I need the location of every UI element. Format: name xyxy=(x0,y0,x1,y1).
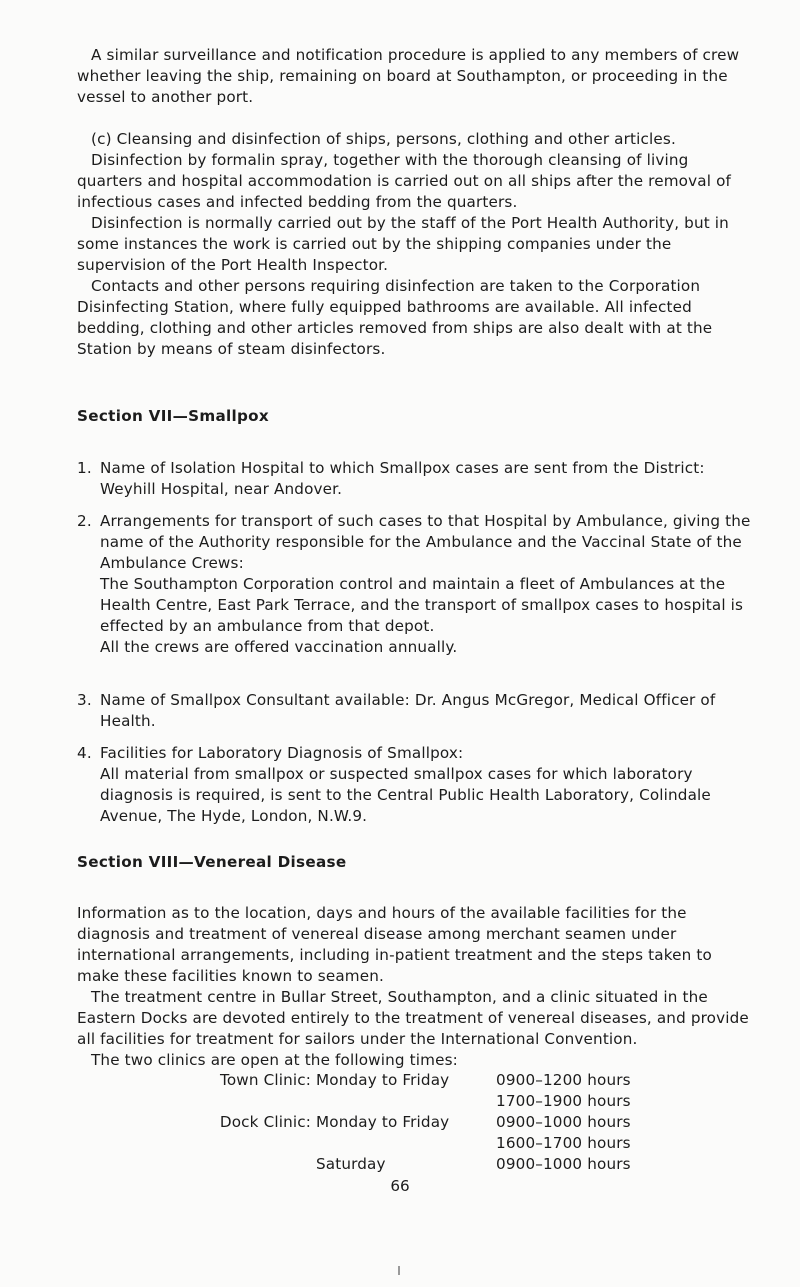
clinic-days: Monday to Friday xyxy=(316,1113,450,1131)
table-row xyxy=(0,1091,800,1112)
clinic-hours: 0900–1000 hours xyxy=(496,1155,631,1173)
section-7-item-2 xyxy=(77,511,753,658)
section-7-item-3 xyxy=(77,690,753,732)
scan-mark xyxy=(398,1266,400,1275)
intro-paragraph-1: A similar surveillance and notification procedure is applied to any members of crew whether leaving the ship, remaining on board at Southampton, or proceeding in the vessel to another port. xyxy=(77,46,740,106)
item-text: Name of Smallpox Consultant available: Dr. Angus McGregor, Medical Officer of Health. xyxy=(100,691,716,730)
item-text: The Southampton Corporation control and maintain a fleet of Ambulances at the Health Centre, East Park Terrace, and the transport of smallpox cases to hospital is effected by an ambulance from that depot. xyxy=(100,575,744,635)
table-row xyxy=(0,1112,800,1133)
table-row xyxy=(0,1133,800,1154)
section-7-heading: Section VII—Smallpox xyxy=(77,407,270,425)
clinic-times-table xyxy=(0,1070,800,1175)
clinic-hours: 0900–1000 hours xyxy=(496,1113,631,1131)
item-number: 2. xyxy=(77,512,92,530)
item-text: All material from smallpox or suspected smallpox cases for which laboratory diagnosis is required, is sent to the Central Public Health Laboratory, Colindale Avenue, The Hyde, London, N.W.9. xyxy=(100,765,711,825)
clinic-name: Dock Clinic: xyxy=(219,1113,311,1131)
disinfection-block xyxy=(77,129,753,360)
venereal-paragraph-1: Information as to the location, days and hours of the available facilities for the diagnosis and treatment of venereal disease among merchant seamen under international arrangements, including in-patient treatment and the steps taken to make these facilities known to seamen. xyxy=(77,904,712,985)
table-row xyxy=(0,1154,800,1175)
intro-block xyxy=(77,45,753,108)
disinfection-paragraph-1: Disinfection by formalin spray, together with the thorough cleansing of living quarters and hospital accommodation is carried out on all ships after the removal of infectious cases and infected bedding from the quarters. xyxy=(77,151,732,211)
section-7-item-1 xyxy=(77,458,753,500)
item-text: Name of Isolation Hospital to which Smallpox cases are sent from the District: Weyhill Hospital, near Andover. xyxy=(100,459,705,498)
table-row xyxy=(0,1070,800,1091)
section-8-heading: Section VIII—Venereal Disease xyxy=(77,853,347,871)
item-text: All the crews are offered vaccination annually. xyxy=(100,638,458,656)
clinic-hours: 0900–1200 hours xyxy=(496,1071,631,1089)
item-text: Arrangements for transport of such cases to that Hospital by Ambulance, giving the name of the Authority responsible for the Ambulance and the Vaccinal State of the Ambulance Crews: xyxy=(100,512,751,572)
disinfection-paragraph-3: Contacts and other persons requiring disinfection are taken to the Corporation Disinfecting Station, where fully equipped bathrooms are available. All infected bedding, clothing and other articles removed from ships are also dealt with at the Station by means of steam disinfectors. xyxy=(77,277,713,358)
venereal-paragraph-2: The treatment centre in Bullar Street, Southampton, and a clinic situated in the Eastern Docks are devoted entirely to the treatment of venereal diseases, and provide all facilities for treatment for sailors under the International Convention. xyxy=(77,988,749,1048)
clinic-hours: 1600–1700 hours xyxy=(496,1134,631,1152)
clinic-hours: 1700–1900 hours xyxy=(496,1092,631,1110)
clinic-days: Saturday xyxy=(316,1155,386,1173)
venereal-block xyxy=(77,903,753,1071)
disinfection-paragraph-2: Disinfection is normally carried out by the staff of the Port Health Authority, but in some instances the work is carried out by the shipping companies under the supervision of the Port Health Inspector. xyxy=(77,214,729,274)
item-text: Facilities for Laboratory Diagnosis of Smallpox: xyxy=(100,744,464,762)
page-number: 66 xyxy=(390,1177,410,1195)
section-7-item-4 xyxy=(77,743,753,827)
clinic-name: Town Clinic: xyxy=(219,1071,311,1089)
item-number: 1. xyxy=(77,459,92,477)
item-number: 4. xyxy=(77,744,92,762)
clinic-days: Monday to Friday xyxy=(316,1071,450,1089)
venereal-paragraph-3: The two clinics are open at the following times: xyxy=(91,1051,458,1069)
subsection-c-heading: (c) Cleansing and disinfection of ships, persons, clothing and other articles. xyxy=(91,130,676,148)
item-number: 3. xyxy=(77,691,92,709)
